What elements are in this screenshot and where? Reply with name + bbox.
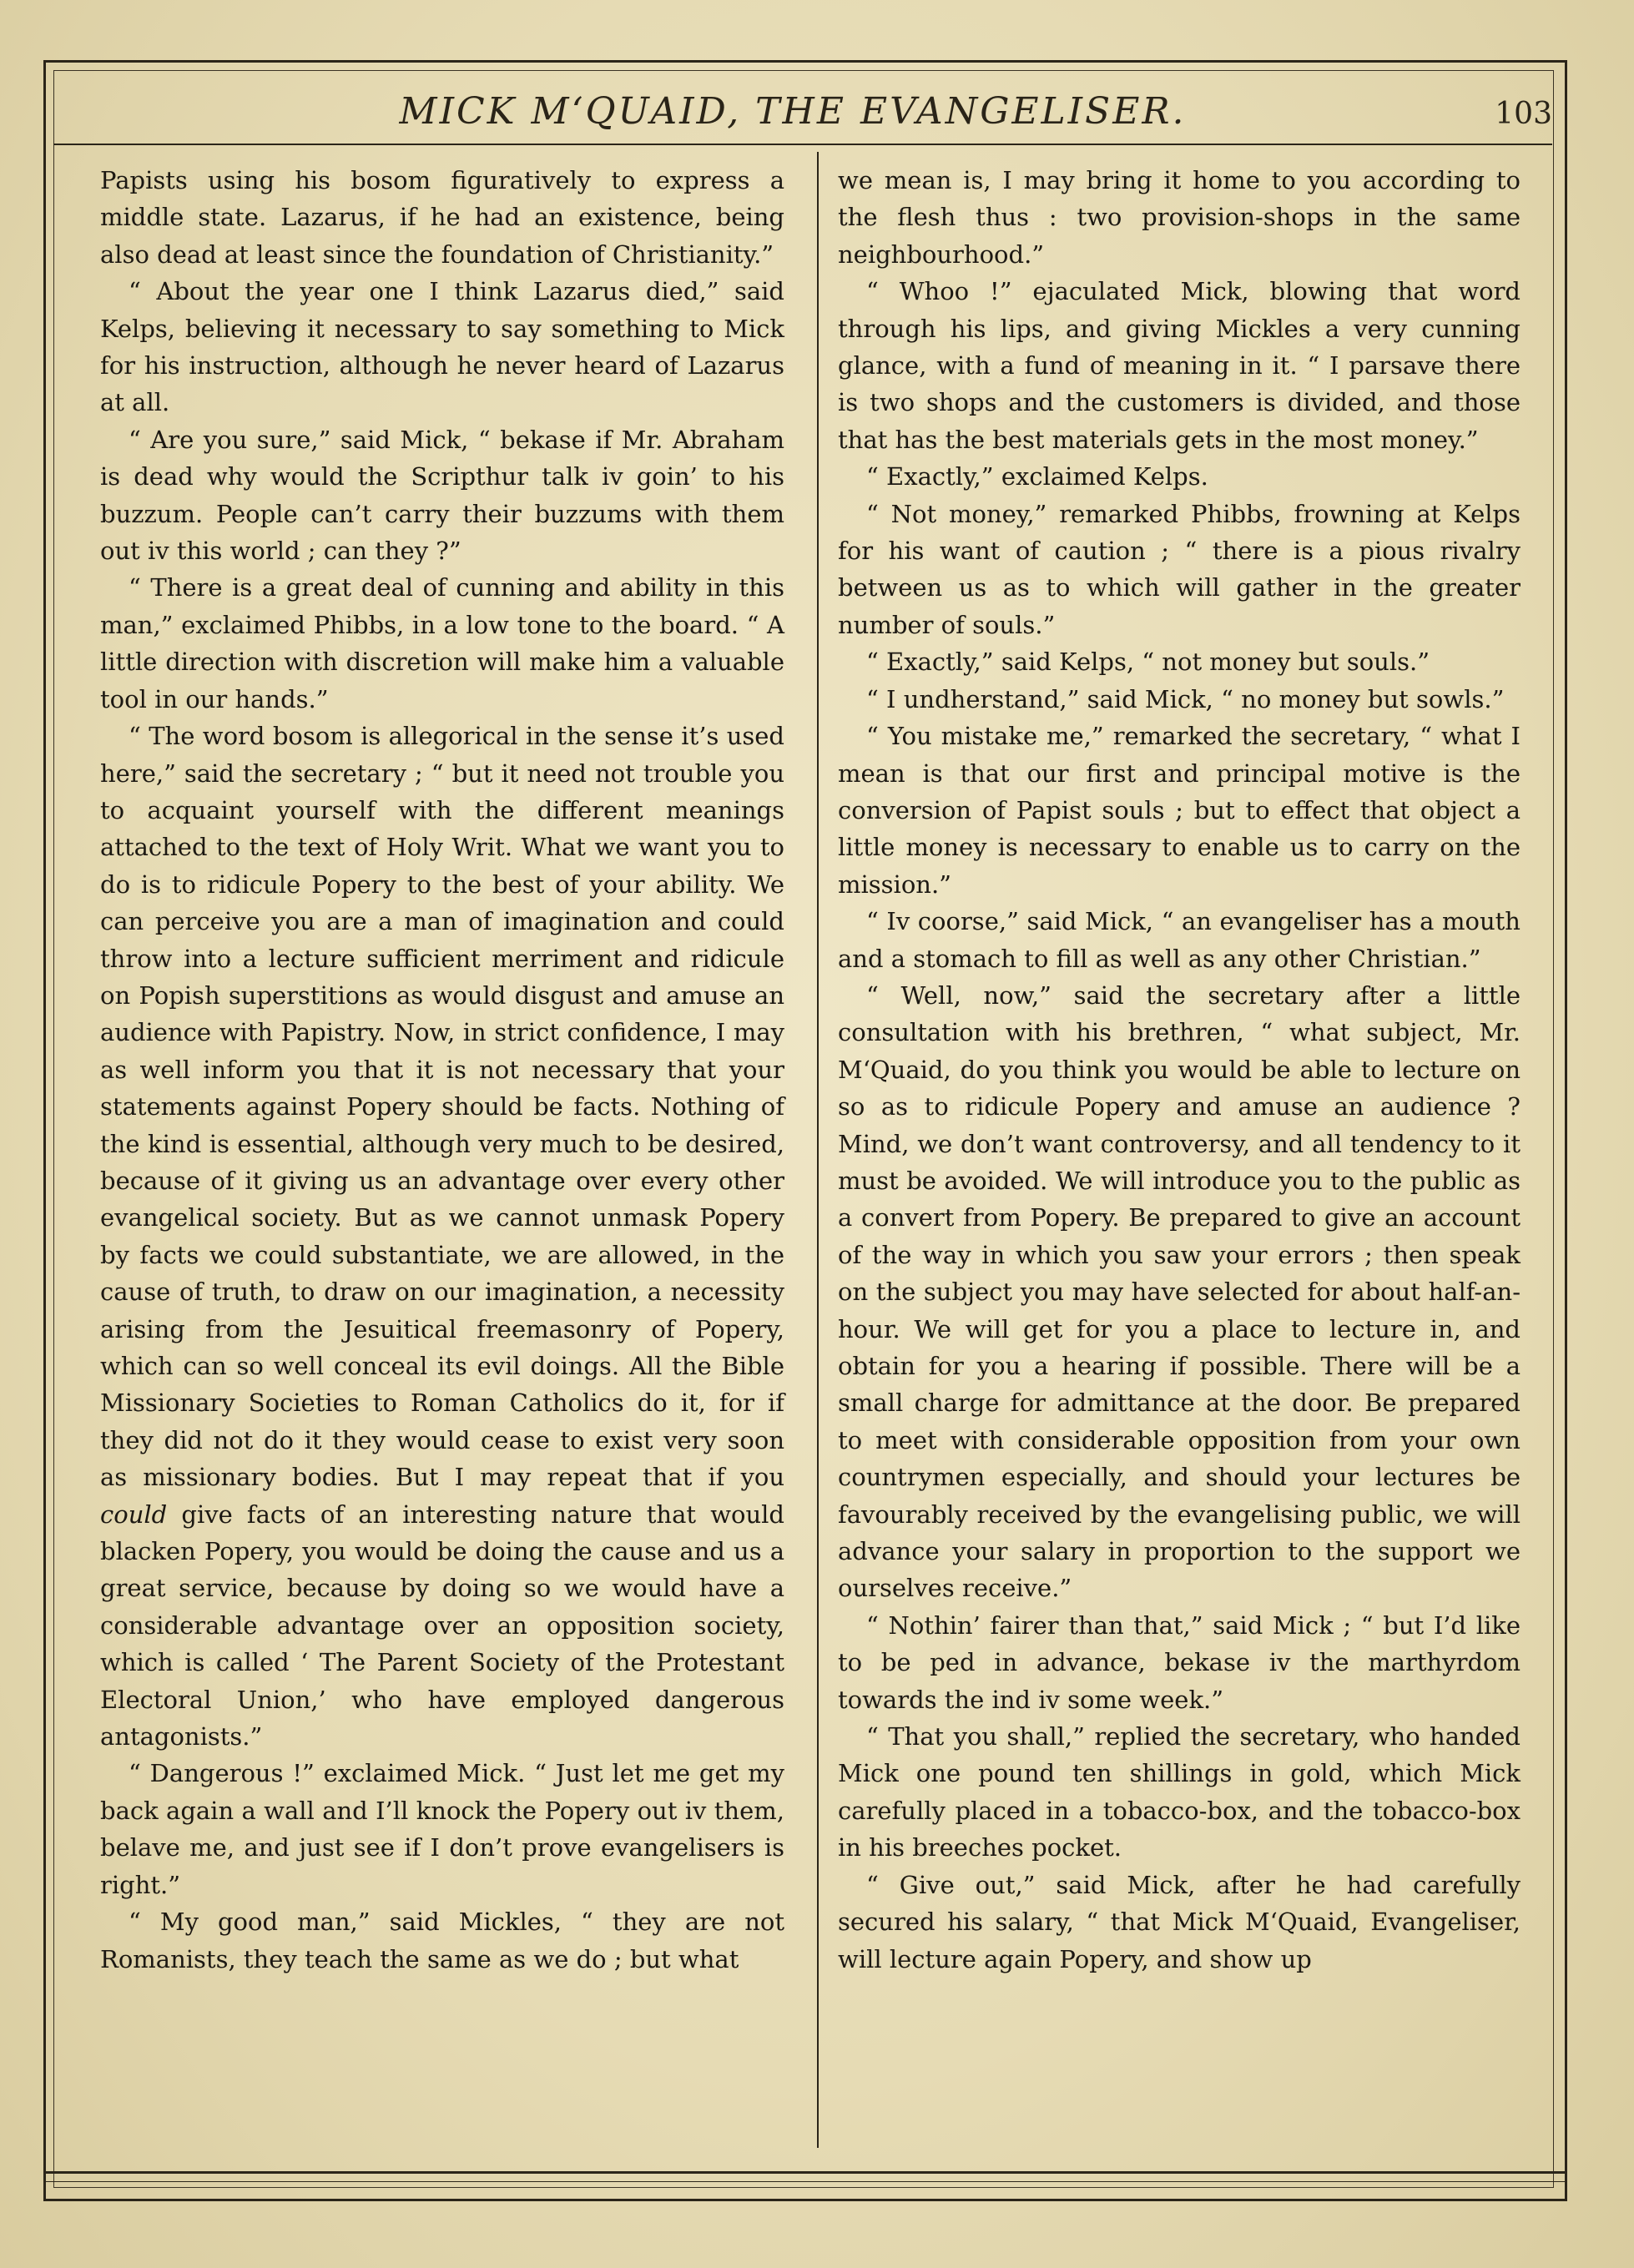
paragraph: “ Are you sure,” said Mick, “ bekase if Mr. Abraham is dead why would the Scripthur talk iv goin’ to his buzzum. People can’t carry their buzzums with them out iv this world ; can they ?” [100, 425, 784, 566]
paragraph-text: “ The word bosom is allegorical in the sense it’s used here,” said the secretary ; “ but it need not trouble you to acquaint yourself with the different meanings attached to the text of Holy Writ. What we want you to do is to ridicule Popery to the best of your ability. We can perceive you are a man of imagination and could throw into a lecture sufficient merriment and ridicule on Popish superstitions as would disgust and amuse an audience with Papistry. Now, in strict confidence, I may as well inform you that it is not necessary that your statements against Popery should be facts. Nothing of the kind is essential, although very much to be desired, because of it giving us an advantage over every other evangelical society. But as we cannot unmask Popery by facts we could substantiate, we are allowed, in the cause of truth, to draw on our imagination, a necessity arising from the Jesuitical freemasonry of Popery, which can so well conceal its evil doings. All the Bible Missionary Societies to Roman Catholics do it, for if they did not do it they would cease to exist very soon as missionary bodies. But I may repeat that if you [100, 722, 784, 1492]
paragraph: “ I undherstand,” said Mick, “ no money but sowls.” [866, 684, 1505, 713]
paragraph: “ Exactly,” said Kelps, “ not money but souls.” [866, 648, 1430, 677]
left-column [100, 162, 784, 1978]
right-column [838, 162, 1521, 1978]
paragraph: “ Whoo !” ejaculated Mick, blowing that word through his lips, and giving Mickles a very cunning glance, with a fund of meaning in it. “ I parsave there is two shops and the customers is divided, and those that has the best materials gets in the most money.” [838, 277, 1521, 454]
paragraph: “ Give out,” said Mick, after he had carefully secured his salary, “ that Mick M‘Quaid, Evangeliser, will lecture again Popery, and show up [838, 1870, 1521, 1973]
footer-rule [43, 2171, 1567, 2174]
paragraph: Papists using his bosom figuratively to express a middle state. Lazarus, if he had an existence, being also dead at least since the foundation of Christianity.” [100, 166, 784, 269]
running-title: MICK M‘QUAID, THE EVANGELISER. [399, 90, 1187, 133]
paragraph-text: give facts of an interesting nature that would blacken Popery, you would be doing the cause and us a great service, because by doing so we would have a considerable advantage over an opposition society, which is called ‘ The Parent Society of the Protestant Electoral Union,’ who have employed dangerous antagonists.” [100, 1499, 784, 1751]
paragraph: “ Iv coorse,” said Mick, “ an evangeliser has a mouth and a stomach to fill as well as any other Christian.” [838, 907, 1521, 973]
paragraph: “ Dangerous !” exclaimed Mick. “ Just let me get my back again a wall and I’ll knock the Popery out iv them, belave me, and just see if I don’t prove evangelisers is right.” [100, 1759, 784, 1899]
paragraph: “ Not money,” remarked Phibbs, frowning at Kelps for his want of caution ; “ there is a pious rivalry between us as to which will gather in the greater number of souls.” [838, 499, 1521, 639]
paragraph: “ My good man,” said Mickles, “ they are not Romanists, they teach the same as we do ; but what [100, 1908, 784, 1973]
italic-word: could [100, 1499, 168, 1529]
column-divider [817, 152, 819, 2148]
paragraph: “ There is a great deal of cunning and ability in this man,” exclaimed Phibbs, in a low tone to the board. “ A little direction with discretion will make him a valuable tool in our hands.” [100, 573, 784, 713]
footer-rule [43, 2181, 1567, 2182]
paragraph [100, 718, 784, 1755]
paragraph: “ Exactly,” exclaimed Kelps. [866, 462, 1208, 491]
paragraph: “ Well, now,” said the secretary after a little consultation with his brethren, “ what subject, Mr. M‘Quaid, do you think you would be able to lecture on so as to ridicule Popery and amuse an audience ? Mind, we don’t want controversy, and all tendency to it must be avoided. We will introduce you to the public as a convert from Popery. Be prepared to give an account of the way in which you saw your errors ; then speak on the subject you may have selected for about half-an-hour. We will get for you a place to lecture in, and obtain for you a hearing if possible. There will be a small charge for admittance at the door. Be prepared to meet with considerable opposition from your own countrymen especially, and should your lectures be favourably received by the evangelising public, we will advance your salary in proportion to the support we ourselves receive.” [838, 980, 1521, 1603]
page-number: 103 [1495, 97, 1552, 131]
paragraph: “ Nothin’ fairer than that,” said Mick ; “ but I’d like to be ped in advance, bekase iv the marthyrdom towards the ind iv some week.” [838, 1610, 1521, 1714]
header-rule [53, 144, 1552, 145]
paragraph: “ About the year one I think Lazarus died,” said Kelps, believing it necessary to say something to Mick for his instruction, although he never heard of Lazarus at all. [100, 277, 784, 417]
paragraph: “ You mistake me,” remarked the secretary, “ what I mean is that our first and principal motive is the conversion of Papist souls ; but to effect that object a little money is necessary to enable us to carry on the mission.” [838, 722, 1521, 899]
paragraph: “ That you shall,” replied the secretary, who handed Mick one pound ten shillings in gold, which Mick carefully placed in a tobacco-box, and the tobacco-box in his breeches pocket. [838, 1722, 1521, 1862]
paragraph: we mean is, I may bring it home to you according to the flesh thus : two provision-shops in the same neighbourhood.” [838, 166, 1521, 269]
